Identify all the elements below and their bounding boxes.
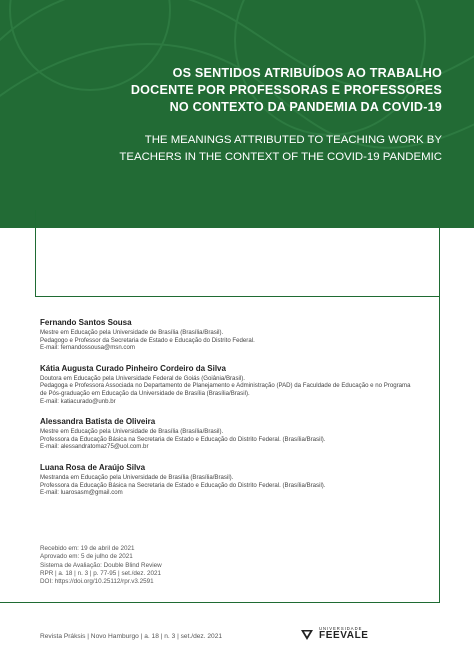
title-pt-line: DOCENTE POR PROFESSORAS E PROFESSORES — [130, 83, 442, 97]
author-affiliation: Mestre em Educação pela Universidade de Brasília (Brasília/Brasil). — [40, 428, 224, 436]
author-block — [40, 318, 440, 352]
approved-date: Aprovado em: 5 de julho de 2021 — [40, 553, 133, 561]
frame-left-vertical — [35, 210, 36, 296]
doi-link[interactable]: DOI: https://doi.org/10.25112/rpr.v3.2591 — [40, 578, 154, 586]
author-affiliation: de Pós-graduação em Educação da Universidade de Brasília (Brasília/Brasil). — [40, 389, 250, 397]
submission-info — [40, 545, 300, 586]
title-portuguese — [42, 65, 442, 116]
journal-footer: Revista Práksis | Novo Hamburgo | a. 18 | n. 3 | set./dez. 2021 — [40, 633, 223, 640]
author-email[interactable]: E-mail: fernandossousa@msn.com — [40, 344, 135, 352]
author-affiliation: Professora da Educação Básica na Secretaria de Estado e Educação do Distrito Federal. (Brasília/Brasil). — [40, 481, 326, 489]
author-affiliation: Pedagoga e Professora Associada no Departamento de Planejamento e Administração (PAD) da Faculdade de Educação e no Programa — [40, 382, 411, 390]
citation: RPR | a. 18 | n. 3 | p. 77-95 | set./dez. 2021 — [40, 569, 162, 577]
title-pt-line: NO CONTEXTO DA PANDEMIA DA COVID-19 — [169, 100, 442, 114]
author-affiliation: Professora da Educação Básica na Secretaria de Estado e Educação do Distrito Federal. (Brasília/Brasil). — [40, 435, 326, 443]
logo-university-text: UNIVERSIDADE — [319, 625, 363, 631]
received-date: Recebido em: 19 de abril de 2021 — [40, 545, 135, 552]
feevale-logo — [299, 626, 369, 642]
feevale-logo-icon — [299, 626, 315, 642]
title-en-line: THE MEANINGS ATTRIBUTED TO TEACHING WORK BY — [144, 134, 442, 146]
author-name: Fernando Santos Sousa — [40, 318, 132, 327]
author-affiliation: Mestre em Educação pela Universidade de Brasília (Brasília/Brasil). — [40, 329, 224, 336]
author-list — [40, 318, 440, 509]
review-system: Sistema de Avaliação: Double Blind Review — [40, 561, 162, 569]
author-email[interactable]: E-mail: alessandratomaz75@uol.com.br — [40, 443, 149, 451]
title-pt-line: OS SENTIDOS ATRIBUÍDOS AO TRABALHO — [172, 66, 442, 80]
author-block — [40, 364, 440, 405]
author-affiliation: Pedagogo e Professor da Secretaria de Estado e Educação do Distrito Federal. — [40, 336, 255, 344]
title-en-line: TEACHERS IN THE CONTEXT OF THE COVID-19 PANDEMIC — [119, 151, 442, 163]
author-email[interactable]: E-mail: luarosasm@gmail.com — [40, 489, 123, 497]
author-block — [40, 463, 440, 497]
frame-bottom-horizontal — [0, 602, 440, 603]
frame-top-horizontal — [35, 296, 439, 297]
title-banner — [0, 0, 474, 228]
logo-feevale-text: FEEVALE — [319, 630, 369, 642]
author-block — [40, 417, 440, 451]
title-english — [32, 132, 442, 166]
author-name: Alessandra Batista de Oliveira — [40, 417, 156, 427]
author-affiliation: Mestranda em Educação pela Universidade de Brasília (Brasília/Brasil). — [40, 473, 234, 481]
author-name: Luana Rosa de Araújo Silva — [40, 462, 146, 472]
author-affiliation: Doutora em Educação pela Universidade Federal de Goiás (Goiânia/Brasil). — [40, 374, 245, 382]
author-name: Kátia Augusta Curado Pinheiro Cordeiro da Silva — [40, 363, 226, 373]
author-email[interactable]: E-mail: katiacurado@unb.br — [40, 397, 116, 405]
